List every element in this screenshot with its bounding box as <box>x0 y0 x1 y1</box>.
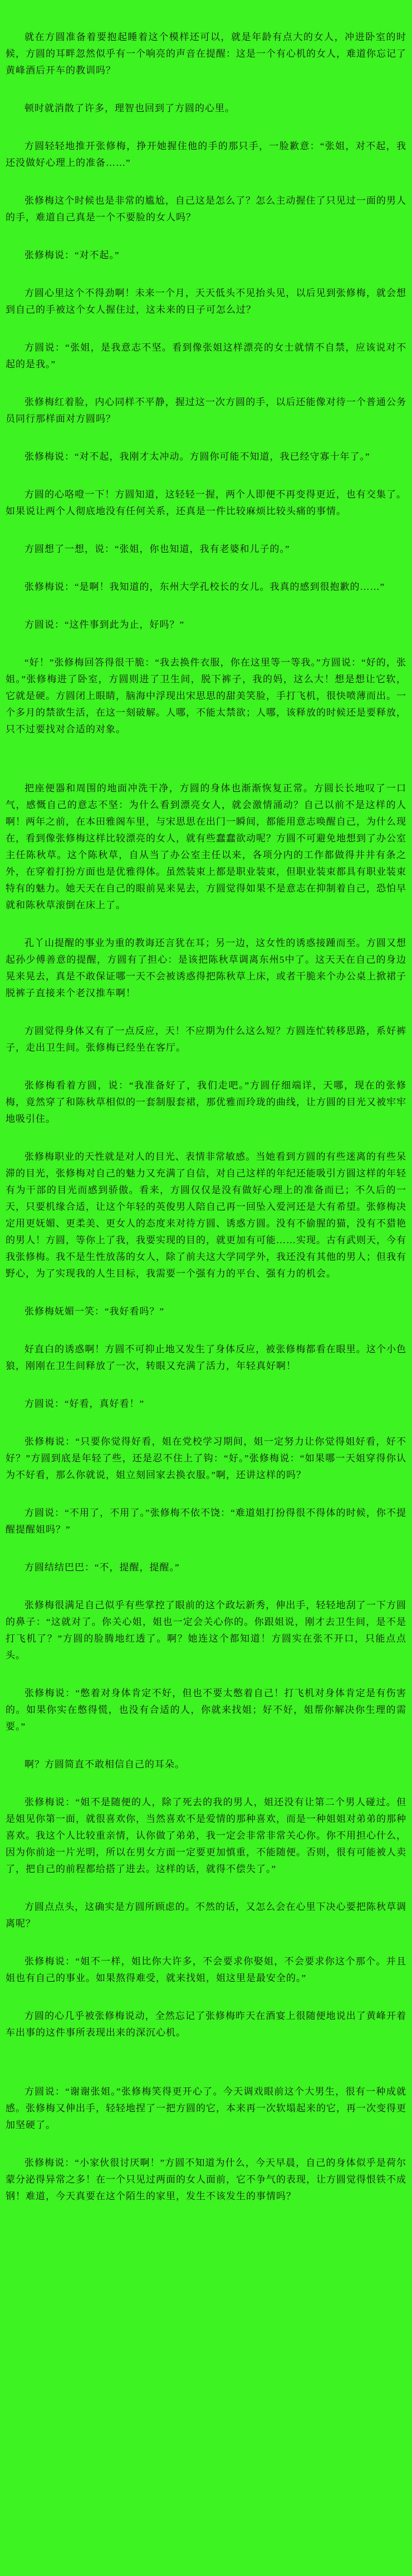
novel-paragraph: 张修梅说：“憋着对身体肯定不好，但也不要太憋着自己！打飞机对身体肯定是有伤害的。如果你实在憋得慌，也没有合适的人，你就来找姐；好不好，姐帮你解决你生理的需要。” <box>6 1688 406 1732</box>
novel-paragraph: 方圆觉得身体又有了一点反应，天！不应期为什么这么短？方圆连忙转移思路，系好裤子，走出卫生间。张修梅已经坐在客厅。 <box>6 1026 406 1053</box>
novel-paragraph: 张修梅红着脸，内心同样不平静，握过这一次方圆的手，以后还能像对待一个普通公务员同行那样面对方圆吗？ <box>6 397 406 424</box>
novel-paragraph: 就在方圆准备着要抱起睡着这个模样还可以，就是年龄有点大的女人，冲进卧室的时候，方圆的耳畔忽然似乎有一个响亮的声音在提醒：这是一个有心机的女人，难道你忘记了黄峰酒后开车的教训吗？ <box>6 32 406 76</box>
novel-paragraph: 张修梅职业的天性就是对人的目光、表情非常敏感。当她看到方圆的有些迷离的有些呆滞的目光，张修梅对自己的魅力又充满了自信，对自己这样的年纪还能吸引方圆这样的年轻有为干部的目光而感到骄傲。看来，方圆仅仅是没有做好心理上的准备而已；不久后的一天，只要机缘合适，让这个年轻的英俊男人陪自己再一回坠入爱河还是大有希望。张修梅决定用更妩媚、更柔美、更女人的态度来对待方圆、诱惑方圆。没有不偷腥的猫，没有不猎艳的男人！方圆，等你上了我，我要实现的目的，就更加有可能……实现。古有武则天，今有我张修梅。我不是生性放荡的女人，除了前夫这大学同学外，我还没有其他的男人；但我有野心，为了实现我的人生目标，我需要一个强有力的平台、强有力的机会。 <box>6 1151 406 1279</box>
novel-paragraph: 方圆说：“谢谢张姐。”张修梅笑得更开心了。今天调戏眼前这个大男生，很有一种成就感。张修梅又伸出手，轻轻地捏了一把方圆的它，本来再一次软塌起来的它，再一次变得更加坚硬了。 <box>6 2086 406 2130</box>
novel-paragraph: 张修梅说：“姐不是随便的人，除了死去的我的男人，姐还没有让第二个男人碰过。但是姐见你第一面，就很喜欢你，当然喜欢不是爱情的那种喜欢，而是一种姐姐对弟弟的那种喜欢。我这个人比较重亲情，认你做了弟弟，我一定会非常非常关心你。你不用担心什么，因为你前途一片光明，所以在男女方面一定要更加慎重，不能随便。否则，很有可能被人卖了，把自己的前程都给搭了进去。这样的话，就得不偿失了。” <box>6 1797 406 1874</box>
novel-paragraph: 方圆说：“张姐，是我意志不坚。看到像张姐这样漂亮的女士就情不自禁，应该说对不起的是我。” <box>6 342 406 370</box>
novel-paragraph: 张修梅看着方圆，说：“我准备好了，我们走吧。”方圆仔细端详，天哪，现在的张修梅，竟然穿了和陈秋草相似的一套制服套裙，那优雅而玲珑的曲线，让方圆的目光又被牢牢地吸引住。 <box>6 1080 406 1124</box>
novel-paragraph: 张修梅说：“对不起，我刚才太冲动。方圆你可能不知道，我已经守寡十年了。” <box>24 451 370 462</box>
novel-paragraph: 啊？方圆简直不敢相信自己的耳朵。 <box>24 1759 185 1770</box>
novel-paragraph: 孔丫山提醒的事业为重的教诲还言犹在耳；另一边，这女性的诱惑接踵而至。方圆又想起孙少傅善意的提醒，方圆有了担心：是该把陈秋草调离东州5中了。这天天在自己的身边晃来晃去，真是不敢保证哪一天不会被诱惑得把陈秋草上床，或者干脆来个办公桌上掀裙子脱裤子直接来个老汉推车啊！ <box>6 938 406 998</box>
novel-paragraph: 方圆轻轻地推开张修梅，挣开她握住他的手的那只手，一脸歉意：“张姐，对不起，我还没做好心理上的准备……” <box>6 141 406 168</box>
novel-paragraph: 张修梅说：“是啊！我知道的，东州大学孔校长的女儿。我真的感到很抱歉的……” <box>24 582 385 592</box>
novel-paragraph: 张修梅妩媚一笑：“我好看吗？” <box>24 1306 165 1317</box>
novel-paragraph: 方圆结结巴巴：“不，提醒，提醒。” <box>24 1562 180 1573</box>
novel-paragraph: 方圆的心几乎被张修梅说动，全然忘记了张修梅昨天在酒宴上很随便地说出了黄峰开着车出事的这件事所表现出来的深沉心机。 <box>6 2011 406 2038</box>
novel-paragraph: 张修梅说：“对不起。” <box>24 250 120 260</box>
novel-paragraph: 方圆心里这个不得劲啊！未来一个月，天天低头不见抬头见，以后见到张修梅，就会想到自己的手被这个女人握住过，这未来的日子可怎么过？ <box>6 288 406 315</box>
novel-paragraph: 方圆想了一想，说：“张姐，你也知道，我有老婆和儿子的。” <box>24 544 290 554</box>
novel-paragraph: 方圆的心咯噔一下！方圆知道，这轻轻一握，两个人即便不再变得更近，也有交集了。如果说让两个人彻底地没有任何关系，还真是一件比较麻烦比较头痛的事情。 <box>6 489 406 516</box>
novel-paragraph: 方圆说：“好看，真好看！” <box>24 1398 145 1409</box>
novel-paragraph: 把座便器和周围的地面冲洗干净，方圆的身体也渐渐恢复正常。方圆长长地叹了一口气，感慨自己的意志不坚：为什么看到漂亮女人，就会激情涌动？自己以前不是这样的人啊！两年之前，在本田雅阁车里，与宋思思在出门一瞬间，都能用意志唤醒自己，为什么现在，看到像张修梅这样比较漂亮的女人，就有些蠢蠢欲动呢？方圆不可避免地想到了办公室主任陈秋草。这个陈秋草，自从当了办公室主任以来，各项分内的工作都做得井井有条之外，在穿着打扮方面也是优雅得体。虽然装束上都是职业装束，但职业装束都具有职业装束特有的魅力。她天天在自己的眼前晃来晃去，方圆觉得如果不是意志在抑制着自己，恐怕早就和陈秋草滚倒在床上了。 <box>6 783 406 910</box>
novel-paragraph: 张修梅这个时候也是非常的尴尬，自己这是怎么了？怎么主动握住了只见过一面的男人的手，难道自己真是一个不要脸的女人吗？ <box>6 195 406 223</box>
novel-paragraph: 顿时就消散了许多，理智也回到了方圆的心里。 <box>24 103 235 114</box>
novel-paragraph: 好直白的诱惑啊！方圆不可抑止地又发生了身体反应，被张修梅都看在眼里。这个小色狼，刚刚在卫生间释放了一次，转眼又充满了活力，年轻真好啊！ <box>6 1344 406 1371</box>
novel-paragraph: 张修梅说：“姐不一样，姐比你大许多，不会要求你娶姐，不会要求你这个那个。并且姐也有自己的事业。如果熬得难受，就来找姐，姐这里是最安全的。” <box>6 1956 406 1983</box>
novel-paragraph: 张修梅很满足自己似乎有些掌控了眼前的这个政坛新秀，伸出手，轻轻地刮了一下方圆的鼻子：“这就对了。你关心姐，姐也一定会关心你的。你跟姐说，刚才去卫生间，是不是打飞机了？”方圆的脸腾地红透了。啊？她连这个都知道！方圆实在张不开口，只能点点头。 <box>6 1600 406 1661</box>
novel-paragraph: 张修梅说：“小家伙很讨厌啊！”方圆不知道为什么，今天早晨，自己的身体似乎是荷尔蒙分泌得异常之多！在一个只见过两面的女人面前，它不争气的表现，让方圆觉得恨铁不成钢！难道，今天真要在这个陌生的家里，发生不该发生的事情吗？ <box>6 2158 406 2201</box>
novel-paragraph: 方圆说：“不用了，不用了。”张修梅不依不饶：“难道姐打扮得很不得体的时候，你不提醒提醒姐吗？” <box>6 1508 406 1535</box>
novel-paragraph: 方圆点点头，这确实是方圆所顾虑的。不然的话，又怎么会在心里下决心要把陈秋草调离呢？ <box>6 1902 406 1929</box>
novel-paragraph: “好！”张修梅回答得很干脆：“我去换件衣服，你在这里等一等我。”方圆说：“好的，张姐。”张修梅进了卧室，方圆则进了卫生间，脱下裤子，我的妈，这么大！想是想让它软，它就是硬。方圆闭上眼睛，脑海中浮现出宋思思的甜美笑脸，手打飞机，很快喷薄而出。一个多月的禁欲生活，在这一刻破解。人哪，不能太禁欲；人哪，该释放的时候还是要释放，只不过要找对合适的对象。 <box>6 657 406 735</box>
novel-paragraph: 张修梅说：“只要你觉得好看，姐在党校学习期间，姐一定努力让你觉得姐好看，好不好？”方圆到底是年轻了些，还是忍不住上了钩：“好。”张修梅说：“如果哪一天姐穿得你认为不好看，那么你就说，姐立刻回家去换衣服。”啊，还讲这样的吗？ <box>6 1436 406 1480</box>
novel-paragraph: 方圆说：“这件事到此为止，好吗？” <box>24 619 185 630</box>
